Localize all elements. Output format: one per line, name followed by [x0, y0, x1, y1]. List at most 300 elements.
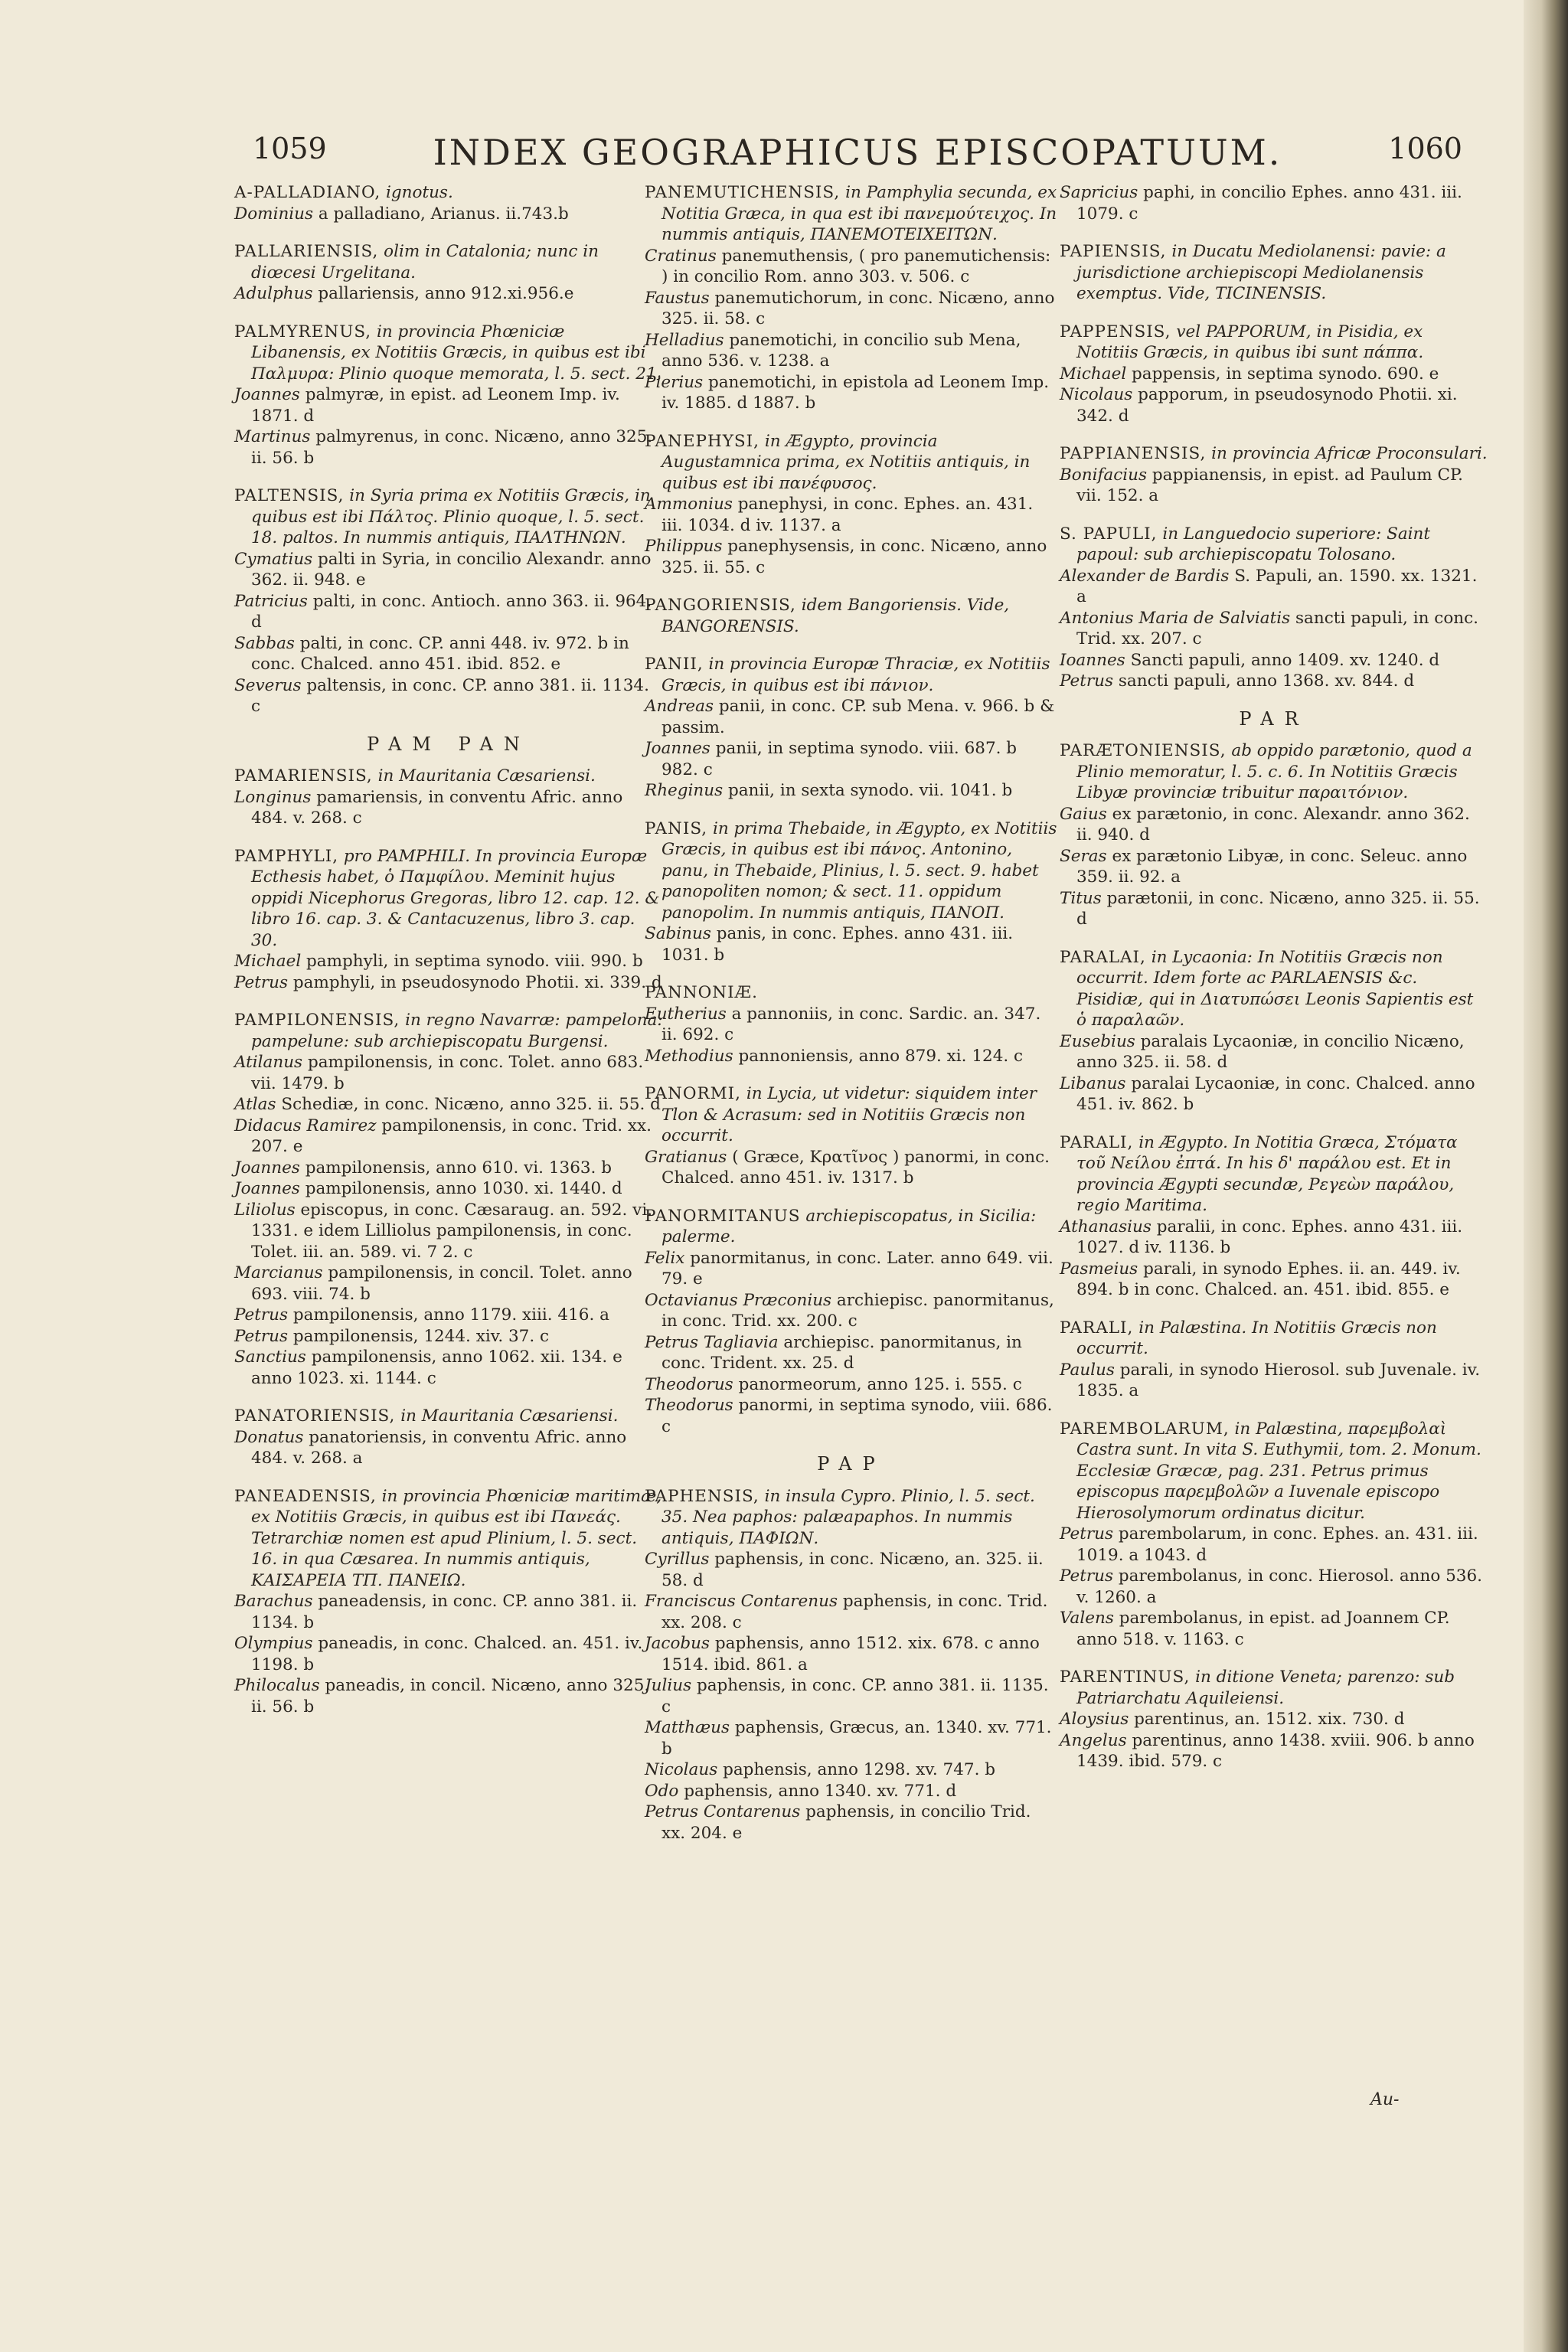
bishop-name: Helladius	[645, 330, 724, 350]
reference: paphensis, anno 1298. xv. 747. b	[723, 1760, 995, 1779]
bishop-line	[645, 923, 1058, 965]
entry-heading	[234, 322, 663, 385]
reference: paphensis, anno 1512. xix. 678. c anno 1514. ibid. 861. a	[662, 1634, 1040, 1674]
reference: palti, in conc. Antioch. anno 363. ii. 964. d	[251, 591, 652, 632]
entry-note: in Ægypto, provincia Augustamnica prima, ex Notitiis antiquis, in quibus est ibi πανέφυσος.	[662, 431, 1031, 493]
bishop-line	[645, 1717, 1058, 1759]
entry-heading	[1060, 947, 1488, 1031]
bishop-name: Nicolaus	[1060, 385, 1133, 404]
headword: PARALI,	[1060, 1318, 1134, 1338]
page-number-right: 1060	[1388, 132, 1462, 165]
headword: PANEMUTICHENSIS,	[645, 183, 841, 202]
entry-heading	[645, 1083, 1058, 1147]
bishop-name: Liliolus	[234, 1200, 296, 1220]
bishop-name: Didacus Ramirez	[234, 1116, 377, 1135]
bishop-name: Bonifacius	[1060, 465, 1148, 485]
headword: PANGORIENSIS,	[645, 596, 796, 615]
bishop-line	[234, 1347, 663, 1389]
reference: pamphyli, in pseudosynodo Photii. xi. 339. d	[292, 972, 662, 992]
reference: pampilonensis, in conc. Tolet. anno 683. vii. 1479. b	[251, 1053, 644, 1093]
running-header	[253, 132, 1462, 175]
reference: parentinus, anno 1438. xviii. 906. b anno 1439. ibid. 579. c	[1076, 1730, 1475, 1771]
bishop-line	[1060, 182, 1488, 224]
bishop-line	[234, 675, 663, 717]
entry-note: vel PAPPORUM, in Pisidia, ex Notitiis Græcis, in quibus ibi sunt πάππα.	[1076, 322, 1424, 362]
reference: ex parætonio, in conc. Alexandr. anno 362. ii. 940. d	[1076, 804, 1470, 844]
bishop-line	[234, 1675, 663, 1717]
bishop-name: Philocalus	[234, 1676, 320, 1695]
bishop-name: Petrus Contarenus	[645, 1802, 801, 1821]
bishop-name: Julius	[645, 1676, 692, 1695]
reference: panephysi, in conc. Ephes. an. 431. iii. 1034. d iv. 1137. a	[662, 495, 1034, 535]
reference: panemutichorum, in conc. Nicæno, anno 325. ii. 58. c	[662, 288, 1055, 328]
headword: PALTENSIS,	[234, 486, 345, 505]
bishop-line	[1060, 1709, 1488, 1730]
reference: sancti papuli, anno 1368. xv. 844. d	[1118, 671, 1415, 691]
bishop-line	[645, 780, 1058, 802]
book-spine-shadow	[1524, 0, 1568, 2352]
reference: palmyrenus, in conc. Nicæno, anno 325. ii. 56. b	[251, 427, 653, 468]
reference: panatoriensis, in conventu Afric. anno 484. v. 268. a	[251, 1427, 627, 1468]
reference: panephysensis, in conc. Nicæno, anno 325. ii. 55. c	[662, 537, 1047, 577]
entry-heading	[234, 1486, 663, 1592]
entry-heading	[1060, 524, 1488, 566]
bishop-line	[645, 1332, 1058, 1374]
headword: PAMARIENSIS,	[234, 766, 373, 786]
entry-note: in provincia Phœniciæ Libanensis, ex Notitiis Græcis, in quibus est ibi Παλμυρα: Plinio quoque memorata, l. 5. sect. 21.	[251, 322, 662, 384]
bishop-line	[1060, 608, 1488, 650]
entry-note: olim in Catalonia; nunc in diœcesi Urgelitana.	[251, 242, 599, 283]
reference: panii, in septima synodo. viii. 687. b 982. c	[662, 739, 1018, 779]
reference: paphensis, Græcus, an. 1340. xv. 771. b	[662, 1718, 1052, 1759]
reference: pampilonensis, anno 1062. xii. 134. e anno 1023. xi. 1144. c	[251, 1348, 622, 1388]
headword: PANII,	[645, 655, 704, 674]
column-right	[1060, 182, 1488, 1789]
entry-note: in Mauritania Cæsariensi.	[400, 1406, 619, 1426]
entry-heading	[1060, 1318, 1488, 1360]
entry-note: in provincia Africæ Proconsulari.	[1211, 444, 1488, 463]
entry-note: archiepiscopatus, in Sicilia: palerme.	[662, 1206, 1037, 1246]
index-entry	[1060, 740, 1488, 930]
section-heading: PAR	[1239, 707, 1309, 730]
bishop-name: Titus	[1060, 888, 1102, 908]
bishop-line	[234, 1200, 663, 1263]
page-title: INDEX GEOGRAPHICUS EPISCOPATUUM.	[433, 132, 1282, 173]
reference: sancti papuli, in conc. Trid. xx. 207. c	[1076, 608, 1478, 648]
reference: pampilonensis, in concil. Tolet. anno 693. viii. 74. b	[251, 1263, 632, 1304]
bishop-line	[234, 549, 663, 591]
reference: panormitanus, in conc. Later. anno 649. vii. 79. e	[662, 1248, 1054, 1289]
bishop-line	[645, 1004, 1058, 1046]
bishop-name: Eutherius	[645, 1004, 727, 1024]
bishop-line	[234, 1052, 663, 1094]
reference: panemuthensis, ( pro panemutichensis: ) in concilio Rom. anno 303. v. 506. c	[662, 246, 1051, 286]
bishop-line	[645, 372, 1058, 414]
reference: panemotichi, in epistola ad Leonem Imp. iv. 1885. d 1887. b	[662, 372, 1050, 413]
reference: panii, in sexta synodo. vii. 1041. b	[727, 781, 1013, 800]
reference: panormi, in septima synodo, viii. 686. c	[662, 1396, 1053, 1436]
entry-heading	[645, 1486, 1058, 1550]
bishop-line	[645, 1290, 1058, 1332]
bishop-line	[234, 1427, 663, 1469]
entry-heading	[234, 485, 663, 549]
bishop-line	[234, 204, 663, 225]
bishop-name: Barachus	[234, 1592, 313, 1611]
reference: pannoniensis, anno 879. xi. 124. c	[738, 1046, 1024, 1066]
index-entry	[1060, 947, 1488, 1116]
bishop-line	[234, 1326, 663, 1348]
reference: pappianensis, in epist. ad Paulum CP. vii. 152. a	[1076, 465, 1463, 505]
index-entry	[1060, 241, 1488, 305]
entry-note: in prima Thebaide, in Ægypto, ex Notitiis Græcis, in quibus est ibi πάνος. Antonino, panu, in Thebaide, Plinius, l. 5. sect. 9. habet panopoliten nomon; & sect. 11. oppidum panopolim. In nummis antiquis, ΠΑΝΟΠ.	[662, 818, 1057, 923]
bishop-line	[1060, 465, 1488, 507]
headword: PANATORIENSIS,	[234, 1406, 396, 1426]
bishop-name: Sabbas	[234, 633, 295, 653]
entry-note: in ditione Veneta; parenzo: sub Patriarchatu Aquileiensi.	[1076, 1668, 1455, 1708]
bishop-line	[1060, 671, 1488, 692]
bishop-name: Ammonius	[645, 495, 733, 514]
reference: a palladiano, Arianus. ii.743.b	[318, 204, 569, 224]
entry-note: ignotus.	[386, 183, 453, 202]
reference: pampilonensis, anno 1030. xi. 1440. d	[305, 1179, 622, 1198]
headword: PALMYRENUS,	[234, 322, 372, 341]
headword: PAMPHYLI,	[234, 846, 339, 866]
bishop-line	[1060, 566, 1488, 608]
headword: PALLARIENSIS,	[234, 242, 379, 261]
headword: PARÆTONIENSIS,	[1060, 741, 1227, 760]
headword: PAREMBOLARUM,	[1060, 1419, 1230, 1439]
reference: paneadis, in conc. Chalced. an. 451. iv. 1198. b	[251, 1634, 643, 1674]
bishop-line	[645, 1248, 1058, 1290]
index-entry	[234, 1406, 663, 1469]
reference: pampilonensis, anno 1179. xiii. 416. a	[292, 1305, 609, 1325]
reference: palti, in conc. CP. anni 448. iv. 972. b in conc. Chalced. anno 451. ibid. 852. e	[251, 633, 629, 674]
reference: pappensis, in septima synodo. 690. e	[1132, 364, 1439, 384]
bishop-line	[1060, 1730, 1488, 1772]
entry-heading	[645, 431, 1058, 495]
entry-note: in Ægypto. In Notitia Græca, Στόματα τοῦ Νείλου ἐπτά. In his δ' παράλου est. Et in provincia Ægypti secundæ, Ρεγεὼν παράλου, regio Maritima.	[1076, 1132, 1458, 1215]
entry-heading	[1060, 1419, 1488, 1524]
reference: pallariensis, anno 912.xi.956.e	[318, 284, 574, 303]
bishop-line	[1060, 1524, 1488, 1566]
reference: paphensis, in conc. CP. anno 381. ii. 1135. c	[662, 1676, 1049, 1717]
index-entry	[645, 182, 1058, 414]
entry-heading	[645, 654, 1058, 696]
entry-note: in Lycia, ut videtur: siquidem inter Tlon & Acrasum: sed in Notitiis Græcis non occurrit.	[662, 1084, 1037, 1145]
index-entry	[645, 1206, 1058, 1438]
bishop-line	[645, 1759, 1058, 1781]
index-entry	[645, 654, 1058, 802]
page-number-left: 1059	[253, 132, 327, 165]
reference: paralii, in conc. Ephes. anno 431. iii. 1027. d iv. 1136. b	[1076, 1217, 1463, 1257]
bishop-line	[1060, 846, 1488, 888]
bishop-line	[234, 951, 663, 972]
headword: PAPPENSIS,	[1060, 322, 1171, 341]
bishop-name: Methodius	[645, 1046, 733, 1066]
entry-heading	[645, 595, 1058, 637]
column-left	[234, 182, 663, 1734]
reference: palmyræ, in epist. ad Leonem Imp. iv. 1871. d	[251, 385, 620, 426]
entry-heading	[1060, 443, 1488, 465]
entry-note: in Ducatu Mediolanensi: pavie: a jurisdictione archiepiscopi Mediolanensis exemptus. Vide, TICINENSIS.	[1076, 242, 1446, 303]
index-entry	[234, 1010, 663, 1389]
bishop-line	[234, 1094, 663, 1116]
reference: parembolanus, in conc. Hierosol. anno 536. v. 1260. a	[1076, 1566, 1482, 1607]
headword: PANIS,	[645, 818, 708, 838]
bishop-name: Adulphus	[234, 284, 313, 303]
bishop-name: Donatus	[234, 1427, 304, 1447]
bishop-line	[234, 591, 663, 633]
index-entry	[645, 431, 1058, 579]
index-entry	[645, 1486, 1058, 1844]
entry-heading	[234, 1406, 663, 1427]
entry-note: in Pamphylia secunda, ex Notitia Græca, in qua est ibi πανεμούτειχος. In nummis antiquis, ΠΑΝΕΜΟΤΕΙΧΕΙΤΩΝ.	[662, 183, 1057, 244]
bishop-line	[645, 696, 1058, 738]
entry-heading	[234, 182, 663, 204]
reference: a pannoniis, in conc. Sardic. an. 347. ii. 692. c	[662, 1004, 1041, 1044]
bishop-name: Faustus	[645, 288, 710, 308]
reference: panii, in conc. CP. sub Mena. v. 966. b & passim.	[662, 697, 1055, 737]
reference: episcopus, in conc. Cæsaraug. an. 592. vi. 1331. e idem Lilliolus pampilonensis, in conc. Tolet. iii. an. 589. vi. 7 2. c	[251, 1200, 653, 1262]
bishop-name: Paulus	[1060, 1360, 1115, 1380]
entry-note: in provincia Europæ Thraciæ, ex Notitiis Græcis, in quibus est ibi πάνιον.	[662, 655, 1050, 695]
reference: papporum, in pseudosynodo Photii. xi. 342. d	[1076, 385, 1458, 426]
bishop-line	[645, 1591, 1058, 1633]
bishop-name: Petrus	[234, 972, 289, 992]
bishop-line	[645, 494, 1058, 536]
bishop-name: Franciscus Contarenus	[645, 1592, 838, 1611]
bishop-line	[234, 1178, 663, 1200]
index-entry	[234, 766, 663, 829]
headword: PANORMI,	[645, 1084, 741, 1103]
bishop-line	[645, 1147, 1058, 1189]
bishop-line	[1060, 1031, 1488, 1073]
section-heading: PAP	[817, 1453, 886, 1475]
reference: paphensis, in conc. Trid. xx. 208. c	[662, 1592, 1048, 1632]
bishop-line	[645, 1802, 1058, 1844]
entry-note: in regno Navarræ: pampelona: pampelune: sub archiepiscopatu Burgensi.	[251, 1011, 663, 1051]
bishop-line	[234, 426, 663, 469]
bishop-line	[234, 633, 663, 675]
index-entry	[1060, 322, 1488, 427]
entry-note: idem Bangoriensis. Vide, BANGORENSIS.	[662, 596, 1010, 636]
reference: parembolarum, in conc. Ephes. an. 431. iii. 1019. a 1043. d	[1076, 1524, 1478, 1565]
index-entry	[234, 241, 663, 305]
bishop-name: Sapricius	[1060, 183, 1138, 202]
reference: paphensis, anno 1340. xv. 771. d	[684, 1781, 957, 1801]
bishop-line	[234, 1158, 663, 1179]
reference: parali, in synodo Ephes. ii. an. 449. iv. 894. b in conc. Chalced. an. 451. ibid. 855. e	[1076, 1259, 1461, 1299]
bishop-name: Petrus	[1060, 671, 1114, 691]
bishop-name: Theodorus	[645, 1396, 733, 1415]
bishop-name: Sanctius	[234, 1348, 306, 1367]
headword: PANNONIÆ.	[645, 983, 758, 1002]
entry-heading	[234, 766, 663, 787]
index-entry	[234, 846, 663, 994]
bishop-name: Gaius	[1060, 804, 1107, 824]
reference: archiepisc. panormitanus, in conc. Trid. xx. 200. c	[662, 1290, 1054, 1331]
index-entry	[1060, 182, 1488, 224]
entry-note: pro PAMPHILI. In provincia Europæ Ecthesis habet, ὁ Παμφίλου. Meminit hujus oppidi Nicephorus Gregoras, libro 12. cap. 12. & libro 16. cap. 3. & Cantacuzenus, libro 3. cap. 30.	[251, 846, 660, 950]
bishop-line	[234, 1305, 663, 1326]
entry-note: in Languedocio superiore: Saint papoul: sub archiepiscopatu Tolosano.	[1076, 524, 1431, 564]
bishop-line	[645, 1374, 1058, 1396]
bishop-name: Martinus	[234, 427, 311, 446]
reference: panormeorum, anno 125. i. 555. c	[738, 1374, 1022, 1394]
bishop-name: Philippus	[645, 537, 723, 556]
bishop-line	[1060, 1259, 1488, 1301]
bishop-line	[1060, 1566, 1488, 1608]
bishop-line	[234, 283, 663, 305]
headword: PAMPILONENSIS,	[234, 1011, 400, 1030]
headword: PARALAI,	[1060, 947, 1146, 967]
bishop-name: Athanasius	[1060, 1217, 1152, 1236]
bishop-name: Olympius	[234, 1634, 313, 1653]
index-entry	[234, 485, 663, 717]
bishop-name: Joannes	[234, 1158, 300, 1178]
bishop-line	[645, 738, 1058, 780]
reference: S. Papuli, an. 1590. xx. 1321. a	[1076, 566, 1478, 606]
index-entry	[645, 982, 1058, 1067]
index-entry	[645, 818, 1058, 966]
bishop-name: Petrus	[1060, 1566, 1114, 1586]
index-entry	[1060, 1667, 1488, 1772]
headword: PAPPIANENSIS,	[1060, 444, 1207, 463]
reference: paneadensis, in conc. CP. anno 381. ii. 1134. b	[251, 1592, 638, 1632]
reference: paltensis, in conc. CP. anno 381. ii. 1134. c	[251, 675, 649, 716]
index-entry	[1060, 524, 1488, 692]
index-entry	[234, 182, 663, 224]
bishop-name: Felix	[645, 1248, 685, 1268]
headword: PAPHENSIS,	[645, 1486, 760, 1506]
headword: PARALI,	[1060, 1132, 1134, 1152]
bishop-name: Sabinus	[645, 924, 711, 943]
reference: Sancti papuli, anno 1409. xv. 1240. d	[1130, 650, 1440, 670]
reference: paphensis, in conc. Nicæno, an. 325. ii. 58. d	[662, 1550, 1044, 1590]
bishop-name: Octavianus Præconius	[645, 1290, 832, 1310]
index-entry	[234, 322, 663, 469]
headword: S. PAPULI,	[1060, 524, 1158, 544]
entry-note: in Palæstina, παρεμβολαὶ Castra sunt. In vita S. Euthymii, tom. 2. Monum. Ecclesiæ Græcæ, pag. 231. Petrus primus episcopus παρεμβολῶν a Iuvenale episcopo Hierosolymorum ordinatus dicitur.	[1076, 1419, 1481, 1523]
bishop-name: Eusebius	[1060, 1031, 1135, 1051]
bishop-name: Petrus	[234, 1326, 289, 1346]
entry-heading	[234, 241, 663, 283]
bishop-line	[1060, 1217, 1488, 1259]
bishop-name: Cyrillus	[645, 1550, 710, 1569]
section-heading: PAM PAN	[367, 733, 531, 755]
column-middle	[645, 182, 1058, 1860]
bishop-name: Petrus	[234, 1305, 289, 1325]
entry-note: in Lycaonia: In Notitiis Græcis non occurrit. Idem forte ac PARLAENSIS &c. Pisidiæ, qui in Διατυπώσει Leonis Sapientis est ὁ παραλαῶν.	[1076, 947, 1474, 1030]
bishop-line	[234, 384, 663, 426]
index-entry	[645, 1083, 1058, 1189]
entry-heading	[234, 1010, 663, 1052]
bishop-name: Nicolaus	[645, 1760, 718, 1779]
index-entry	[645, 595, 1058, 637]
bishop-name: Cymatius	[234, 549, 313, 569]
bishop-line	[645, 536, 1058, 578]
bishop-name: Petrus	[1060, 1524, 1114, 1544]
catchword: Au-	[1370, 2090, 1400, 2109]
headword: PANEPHYSI,	[645, 431, 760, 451]
entry-note: in Mauritania Cæsariensi.	[377, 766, 596, 786]
bishop-name: Joannes	[234, 385, 300, 404]
reference: pampilonensis, anno 610. vi. 1363. b	[305, 1158, 612, 1178]
bishop-name: Petrus Tagliavia	[645, 1332, 779, 1352]
entry-heading	[645, 1206, 1058, 1248]
entry-heading	[1060, 740, 1488, 804]
reference: pampilonensis, in conc. Trid. xx. 207. e	[251, 1116, 652, 1156]
bishop-name: Joannes	[645, 739, 710, 758]
bishop-line	[1060, 650, 1488, 671]
bishop-name: Andreas	[645, 697, 714, 716]
entry-heading	[645, 818, 1058, 924]
bishop-line	[1060, 1073, 1488, 1116]
bishop-line	[1060, 1608, 1488, 1650]
bishop-line	[645, 1549, 1058, 1591]
bishop-name: Michael	[234, 952, 302, 971]
bishop-name: Alexander de Bardis	[1060, 566, 1230, 586]
bishop-name: Cratinus	[645, 246, 717, 266]
bishop-name: Aloysius	[1060, 1710, 1129, 1729]
reference: archiepisc. panormitanus, in conc. Trident. xx. 25. d	[662, 1332, 1022, 1373]
bishop-line	[1060, 1360, 1488, 1402]
reference: panis, in conc. Ephes. anno 431. iii. 1031. b	[662, 924, 1014, 965]
bishop-name: Marcianus	[234, 1263, 323, 1282]
reference: pamphyli, in septima synodo. viii. 990. b	[306, 952, 643, 971]
bishop-name: Atilanus	[234, 1053, 303, 1072]
reference: Schediæ, in conc. Nicæno, anno 325. ii. 55. d	[281, 1095, 661, 1114]
reference: paneadis, in concil. Nicæno, anno 325. ii. 56. b	[251, 1676, 650, 1717]
entry-note: in provincia Phœniciæ maritimæ, ex Notitiis Græcis, in quibus est ibi Πανεάς. Tetrarchiæ nomen est apud Plinium, l. 5. sect. 16. in qua Cæsarea. In nummis antiquis, ΚΑΙΣΑΡΕΙΑ ΤΠ. ΠΑΝΕΙΩ.	[251, 1486, 662, 1590]
entry-note: in Palæstina. In Notitiis Græcis non occurrit.	[1076, 1318, 1437, 1358]
reference: paphensis, in concilio Trid. xx. 204. e	[662, 1802, 1031, 1843]
reference: palti in Syria, in concilio Alexandr. anno 362. ii. 948. e	[251, 549, 652, 590]
bishop-name: Odo	[645, 1781, 679, 1801]
reference: parembolanus, in epist. ad Joannem CP. anno 518. v. 1163. c	[1076, 1609, 1450, 1649]
bishop-name: Antonius Maria de Salviatis	[1060, 608, 1291, 628]
reference: paralai Lycaoniæ, in conc. Chalced. anno 451. iv. 862. b	[1076, 1073, 1475, 1114]
reference: paphi, in concilio Ephes. anno 431. iii. 1079. c	[1076, 183, 1462, 224]
bishop-line	[645, 1046, 1058, 1067]
bishop-line	[1060, 804, 1488, 846]
bishop-line	[645, 288, 1058, 330]
bishop-name: Patricius	[234, 591, 308, 611]
bishop-name: Atlas	[234, 1095, 276, 1114]
bishop-name: Pasmeius	[1060, 1259, 1138, 1279]
entry-heading	[645, 182, 1058, 246]
bishop-line	[234, 1633, 663, 1675]
headword: PANEADENSIS,	[234, 1486, 377, 1506]
headword: PAPIENSIS,	[1060, 242, 1167, 261]
bishop-line	[645, 330, 1058, 372]
headword: PANORMITANUS	[645, 1206, 801, 1226]
bishop-line	[234, 972, 663, 994]
bishop-line	[234, 1591, 663, 1633]
reference: parætonii, in conc. Nicæno, anno 325. ii. 55. d	[1076, 888, 1480, 929]
entry-note: ab oppido parætonio, quod a Plinio memoratur, l. 5. c. 6. In Notitiis Græcis Libyæ provinciæ tribuitur παραιτόνιον.	[1076, 741, 1472, 802]
headword: A-PALLADIANO,	[234, 183, 381, 202]
bishop-name: Ioannes	[1060, 650, 1125, 670]
bishop-name: Matthæus	[645, 1718, 730, 1737]
index-entry	[1060, 1318, 1488, 1402]
index-entry	[1060, 1419, 1488, 1651]
bishop-name: Joannes	[234, 1179, 300, 1198]
entry-heading	[234, 846, 663, 952]
bishop-name: Severus	[234, 675, 302, 695]
bishop-name: Rheginus	[645, 781, 724, 800]
bishop-name: Longinus	[234, 787, 312, 807]
